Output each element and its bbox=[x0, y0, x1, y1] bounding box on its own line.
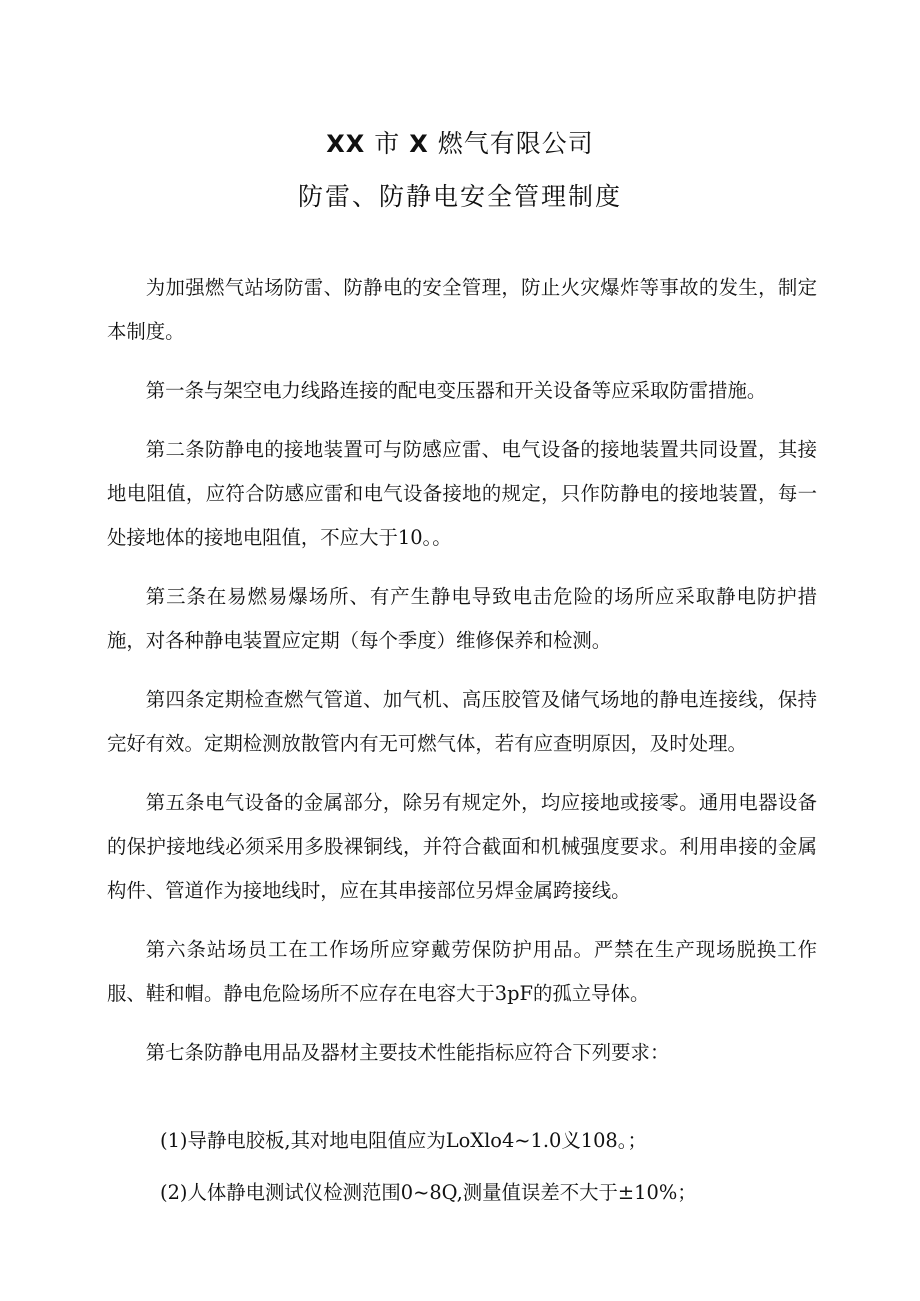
article-4-paragraph: 第四条定期检查燃气管道、加气机、高压胶管及储气场地的静电连接线，保持完好有效。定期检测放散管内有无可燃气体，若有应查明原因，及时处理。 bbox=[107, 688, 817, 755]
article-6-paragraph: 第六条站场员工在工作场所应穿戴劳保防护用品。严禁在生产现场脱换工作服、鞋和帽。静电危险场所不应存在电容大于3pF的孤立导体。 bbox=[107, 938, 817, 1005]
requirement-item-2: (2)人体静电测试仪检测范围0~8Q,测量值误差不大于±10%； bbox=[160, 1181, 697, 1204]
document-title: 防雷、防静电安全管理制度 bbox=[297, 182, 622, 211]
intro-paragraph: 为加强燃气站场防雷、防静电的安全管理，防止火灾爆炸等事故的发生，制定本制度。 bbox=[107, 276, 817, 343]
company-name-part: X bbox=[409, 130, 429, 158]
company-name-part: 燃气有限公司 bbox=[437, 129, 594, 158]
article-5-paragraph: 第五条电气设备的金属部分，除另有规定外，均应接地或接零。通用电器设备的保护接地线必须采用多股裸铜线，并符合截面和机械强度要求。利用串接的金属构件、管道作为接地线时，应在其串接部位另焊金属跨接线。 bbox=[107, 791, 817, 902]
company-name bbox=[0, 124, 920, 164]
title-block bbox=[0, 124, 920, 217]
article-7-paragraph: 第七条防静电用品及器材主要技术性能指标应符合下列要求： bbox=[145, 1041, 670, 1064]
requirement-item-1: (1)导静电胶板,其对地电阻值应为LoXlo4~1.0义108。； bbox=[160, 1129, 647, 1152]
company-name-part: 市 bbox=[374, 129, 401, 158]
article-2-paragraph: 第二条防静电的接地装置可与防感应雷、电气设备的接地装置共同设置，其接地电阻值，应符合防感应雷和电气设备接地的规定，只作防静电的接地装置，每一处接地体的接地电阻值，不应大于10。。 bbox=[107, 438, 817, 549]
article-3-paragraph: 第三条在易燃易爆场所、有产生静电导致电击危险的场所应采取静电防护措施，对各种静电装置应定期（每个季度）维修保养和检测。 bbox=[107, 585, 817, 652]
document-body bbox=[107, 266, 817, 1224]
article-1-paragraph: 第一条与架空电力线路连接的配电变压器和开关设备等应采取防雷措施。 bbox=[145, 379, 767, 402]
company-name-part: XX bbox=[326, 130, 366, 158]
